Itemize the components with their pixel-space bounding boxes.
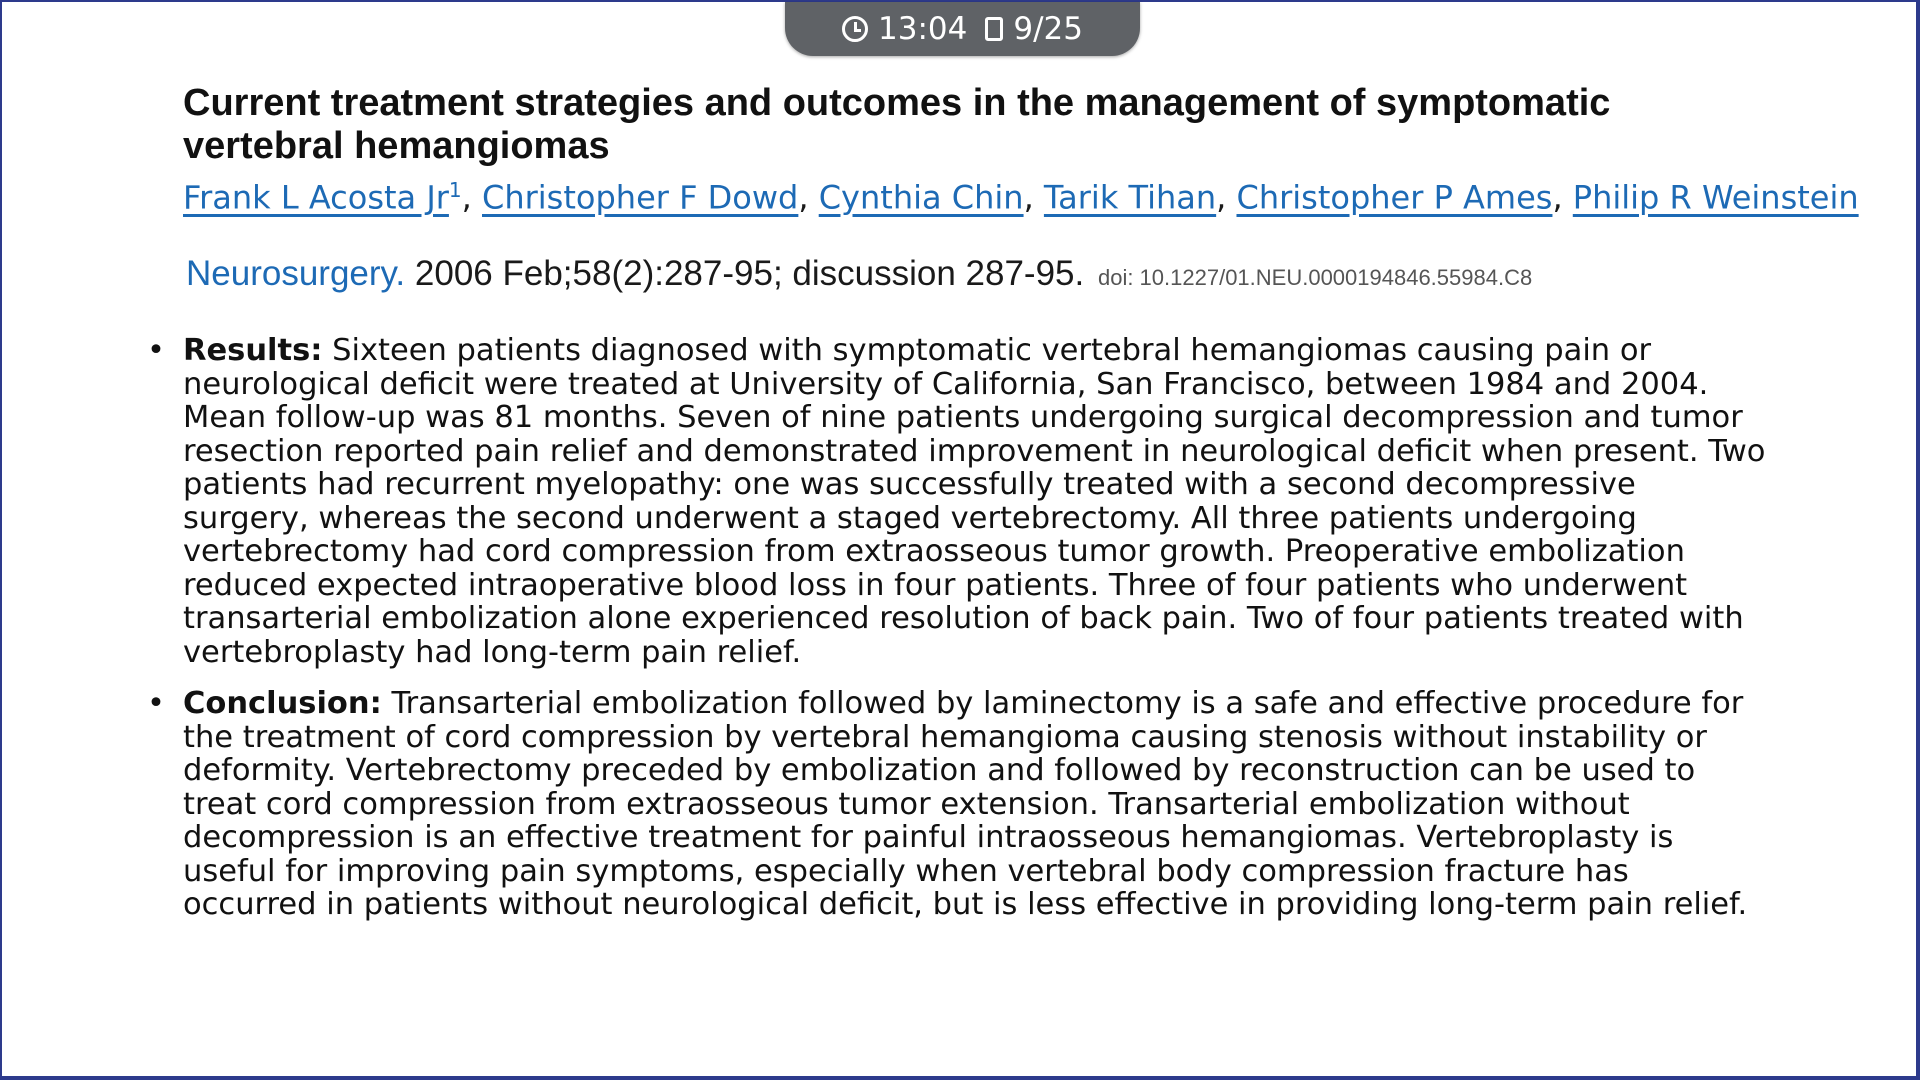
- bullet-marker: •: [147, 686, 165, 721]
- conclusion-bullet: [147, 687, 1767, 922]
- author-separator: ,: [461, 178, 482, 217]
- doi: doi: 10.1227/01.NEU.0000194846.55984.C8: [1097, 265, 1533, 290]
- author-separator: ,: [798, 178, 819, 217]
- author-link[interactable]: Philip R Weinstein: [1572, 178, 1859, 217]
- section-text: Transarterial embolization followed by laminectomy is a safe and effective procedure for the treatment of cord compression by vertebral hemangioma causing stenosis without instability or deformity. Vertebrectomy preceded by embolization and followed by reconstruction can be used to treat cord compression from extraosseous tumor extension. Transarterial embolization without decompression is an effective treatment for painful intraosseous hemangiomas. Vertebroplasty is useful for improving pain symptoms, especially when vertebral body compression fracture has occurred in patients without neurological deficit, but is less effective in providing long-term pain relief.: [183, 686, 1748, 922]
- article-title: Current treatment strategies and outcomes in the management of symptomatic vertebral hemangiomas: [183, 82, 1611, 167]
- slide: [2, 2, 1916, 1076]
- affiliation-marker[interactable]: 1: [448, 178, 462, 202]
- presenter-timer-bar[interactable]: [785, 2, 1140, 56]
- author-link[interactable]: Cynthia Chin: [818, 178, 1024, 217]
- clock-icon: [842, 16, 868, 42]
- section-heading: Results:: [183, 333, 323, 368]
- results-bullet: [147, 334, 1767, 669]
- author-separator: ,: [1023, 178, 1044, 217]
- author-link[interactable]: Christopher P Ames: [1236, 178, 1553, 217]
- section-heading: Conclusion:: [183, 686, 382, 721]
- abstract-bullets: [147, 334, 1767, 940]
- citation-details: 2006 Feb;58(2):287-95; discussion 287-95.: [414, 254, 1085, 293]
- elapsed-time: 13:04: [878, 11, 968, 47]
- author-link[interactable]: Christopher F Dowd: [482, 178, 799, 217]
- journal-link[interactable]: Neurosurgery.: [186, 254, 406, 293]
- slide-icon: [985, 17, 1003, 41]
- author-separator: ,: [1552, 178, 1573, 217]
- citation: [186, 254, 1746, 294]
- bullet-marker: •: [147, 333, 165, 368]
- section-text: Sixteen patients diagnosed with symptomatic vertebral hemangiomas causing pain or neurological deficit were treated at University of California, San Francisco, between 1984 and 2004. Mean follow-up was 81 months. Seven of nine patients undergoing surgical decompression and tumor resection reported pain relief and demonstrated improvement in neurological deficit when present. Two patients had recurrent myelopathy: one was successfully treated with a second decompressive surgery, whereas the second underwent a staged vertebrectomy. All three patients undergoing vertebrectomy had cord compression from extraosseous tumor growth. Preoperative embolization reduced expected intraoperative blood loss in four patients. Three of four patients who underwent transarterial embolization alone experienced resolution of back pain. Two of four patients treated with vertebroplasty had long-term pain relief.: [183, 333, 1766, 670]
- author-link[interactable]: Frank L Acosta Jr: [183, 178, 449, 217]
- author-separator: ,: [1216, 178, 1237, 217]
- slide-counter: 9/25: [1013, 11, 1083, 47]
- author-list: [183, 167, 1859, 223]
- author-link[interactable]: Tarik Tihan: [1043, 178, 1217, 217]
